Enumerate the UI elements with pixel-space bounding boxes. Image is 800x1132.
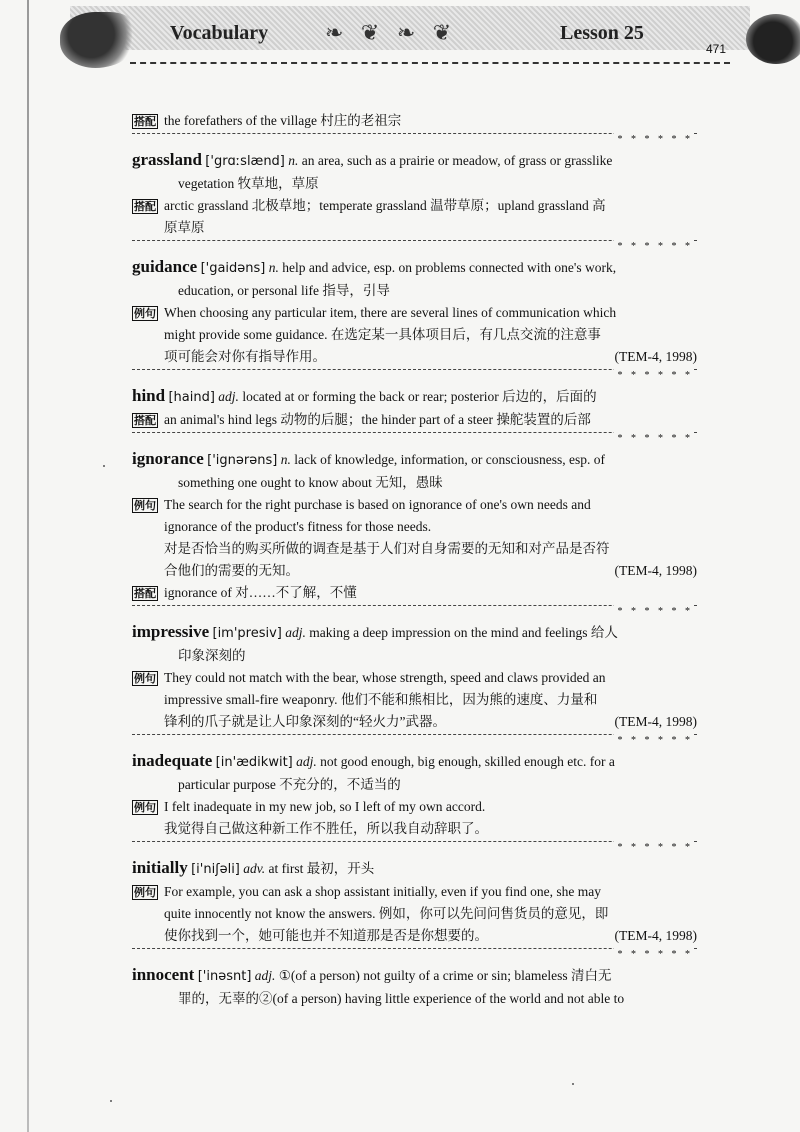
collocation-line bbox=[132, 110, 697, 132]
collocation-line bbox=[132, 195, 697, 239]
collocation-tag: 搭配 bbox=[134, 115, 156, 128]
part-of-speech: adj. bbox=[254, 968, 276, 983]
pronunciation: [i'niʃəli] bbox=[191, 862, 240, 877]
example-tag: 例句 bbox=[134, 499, 156, 512]
entry-separator: * * * * * * bbox=[132, 734, 697, 747]
page-number: 471 bbox=[706, 42, 727, 56]
entry-hind bbox=[132, 385, 697, 409]
collocation-text-cont: 原草原 bbox=[164, 220, 205, 235]
collocation-line bbox=[132, 582, 697, 604]
collocation-text: an animal's hind legs 动物的后腿；the hinder part of a steer 操舵装置的后部 bbox=[164, 412, 591, 427]
pronunciation: ['ignərəns] bbox=[207, 453, 278, 468]
definition-continuation: 罪的，无辜的②(of a person) having little experience of the world and not able to bbox=[178, 991, 625, 1006]
entry-inadequate bbox=[132, 750, 697, 774]
example-source: (TEM-4, 1998) bbox=[614, 928, 697, 943]
entry-guidance bbox=[132, 256, 697, 280]
pronunciation: [in'ædikwit] bbox=[215, 755, 293, 770]
entry-separator: * * * * * * bbox=[132, 432, 697, 445]
example-text-cont: quite innocently not know the answers. 例如，你可以先问问售货员的意见，即 bbox=[164, 906, 609, 921]
definition: lack of knowledge, information, or consciousness, esp. of bbox=[294, 452, 606, 467]
scan-speck bbox=[110, 1100, 112, 1102]
header-section-title: Vocabulary bbox=[170, 22, 269, 44]
definition: an area, such as a prairie or meadow, of grass or grasslike bbox=[301, 153, 613, 168]
swirl-ornament-icon bbox=[746, 14, 800, 64]
page-spine-shadow bbox=[27, 0, 29, 1132]
entry-initially bbox=[132, 857, 697, 881]
example-translation: 项可能会对你有指导作用。 bbox=[164, 349, 326, 364]
entry-impressive bbox=[132, 621, 697, 645]
headword: inadequate bbox=[132, 751, 213, 770]
example-tag: 例句 bbox=[134, 886, 156, 899]
entry-separator: * * * * * * bbox=[132, 605, 697, 618]
example-text: The search for the right purchase is based on ignorance of one's own needs and bbox=[164, 497, 591, 512]
part-of-speech: adj. bbox=[296, 754, 317, 769]
header-dashed-rule bbox=[130, 62, 730, 64]
page-header bbox=[40, 0, 800, 80]
scan-speck bbox=[572, 1083, 574, 1085]
headword: initially bbox=[132, 858, 188, 877]
headword: ignorance bbox=[132, 449, 204, 468]
example-translation-cont: 合他们的需要的无知。 bbox=[164, 563, 299, 578]
collocation-tag: 搭配 bbox=[134, 414, 156, 427]
example-source: (TEM-4, 1998) bbox=[614, 563, 697, 578]
entry-separator: * * * * * * bbox=[132, 948, 697, 961]
headword: hind bbox=[132, 386, 166, 405]
example-source: (TEM-4, 1998) bbox=[614, 349, 697, 364]
definition: not good enough, big enough, skilled enough etc. for a bbox=[320, 754, 615, 769]
collocation-tag: 搭配 bbox=[134, 587, 156, 600]
example-tag: 例句 bbox=[134, 307, 156, 320]
header-calligraphy-ornament: ❧ ❦ ❧ ❦ bbox=[325, 20, 458, 45]
definition-continuation: 印象深刻的 bbox=[178, 648, 246, 663]
example-text-cont: might provide some guidance. 在选定某一具体项目后，有几点交流的注意事 bbox=[164, 327, 601, 342]
definition-continuation: vegetation 牧草地，草原 bbox=[178, 176, 319, 191]
swirl-ornament-icon bbox=[60, 12, 138, 68]
entry-grassland bbox=[132, 149, 697, 173]
example-translation: 使你找到一个，她可能也并不知道那是否是你想要的。 bbox=[164, 928, 488, 943]
example-translation: 我觉得自己做这种新工作不胜任，所以我自动辞职了。 bbox=[164, 821, 488, 836]
definition: at first 最初，开头 bbox=[268, 861, 375, 876]
definition: help and advice, esp. on problems connected with one's work, bbox=[282, 260, 617, 275]
example-tag: 例句 bbox=[134, 672, 156, 685]
headword: guidance bbox=[132, 257, 198, 276]
example-tag: 例句 bbox=[134, 801, 156, 814]
entry-innocent bbox=[132, 964, 697, 988]
definition-continuation: particular purpose 不充分的，不适当的 bbox=[178, 777, 401, 792]
header-lesson-title: Lesson 25 bbox=[560, 22, 644, 44]
entry-separator: * * * * * * bbox=[132, 369, 697, 382]
example-text: They could not match with the bear, whose strength, speed and claws provided an bbox=[164, 670, 606, 685]
example-text: When choosing any particular item, there are several lines of communication which bbox=[164, 305, 617, 320]
definition: located at or forming the back or rear; posterior 后边的，后面的 bbox=[242, 389, 597, 404]
definition-continuation: something one ought to know about 无知，愚昧 bbox=[178, 475, 443, 490]
example-line bbox=[132, 302, 697, 368]
example-translation: 对是否恰当的购买所做的调查是基于人们对自身需要的无知和对产品是否符 bbox=[164, 541, 610, 556]
part-of-speech: n. bbox=[288, 153, 299, 168]
example-translation: 锋利的爪子就是让人印象深刻的“轻火力”武器。 bbox=[164, 714, 446, 729]
pronunciation: [im'presiv] bbox=[212, 626, 282, 641]
example-text-cont: ignorance of the product's fitness for those needs. bbox=[164, 519, 432, 534]
collocation-tag: 搭配 bbox=[134, 200, 156, 213]
collocation-text: ignorance of 对……不了解，不懂 bbox=[164, 585, 357, 600]
vocabulary-list bbox=[132, 110, 697, 1010]
example-text: I felt inadequate in my new job, so I left of my own accord. bbox=[164, 799, 486, 814]
example-line bbox=[132, 881, 697, 947]
entry-separator: * * * * * * bbox=[132, 240, 697, 253]
collocation-text: the forefathers of the village 村庄的老祖宗 bbox=[164, 113, 402, 128]
headword: grassland bbox=[132, 150, 202, 169]
example-line bbox=[132, 667, 697, 733]
definition: ①(of a person) not guilty of a crime or sin; blameless 清白无 bbox=[278, 968, 612, 983]
part-of-speech: adj. bbox=[218, 389, 239, 404]
pronunciation: ['inəsnt] bbox=[197, 969, 252, 984]
headword: impressive bbox=[132, 622, 210, 641]
example-line bbox=[132, 494, 697, 582]
part-of-speech: adj. bbox=[285, 625, 306, 640]
part-of-speech: n. bbox=[280, 452, 291, 467]
headword: innocent bbox=[132, 965, 195, 984]
entry-separator: * * * * * * bbox=[132, 841, 697, 854]
example-source: (TEM-4, 1998) bbox=[614, 714, 697, 729]
entry-ignorance bbox=[132, 448, 697, 472]
pronunciation: ['gaidəns] bbox=[200, 261, 266, 276]
part-of-speech: adv. bbox=[243, 861, 266, 876]
example-text-cont: impressive small-fire weaponry. 他们不能和熊相比，因为熊的速度、力量和 bbox=[164, 692, 598, 707]
example-line bbox=[132, 796, 697, 840]
collocation-text: arctic grassland 北极草地；temperate grassland 温带草原；upland grassland 高 bbox=[164, 198, 606, 213]
entry-separator: * * * * * * bbox=[132, 133, 697, 146]
pronunciation: ['grɑːslænd] bbox=[205, 154, 285, 169]
collocation-line bbox=[132, 409, 697, 431]
definition-continuation: education, or personal life 指导，引导 bbox=[178, 283, 390, 298]
definition: making a deep impression on the mind and feelings 给人 bbox=[309, 625, 618, 640]
pronunciation: [haind] bbox=[168, 390, 215, 405]
scan-speck bbox=[103, 465, 105, 467]
example-text: For example, you can ask a shop assistant initially, even if you find one, she may bbox=[164, 884, 602, 899]
part-of-speech: n. bbox=[268, 260, 279, 275]
